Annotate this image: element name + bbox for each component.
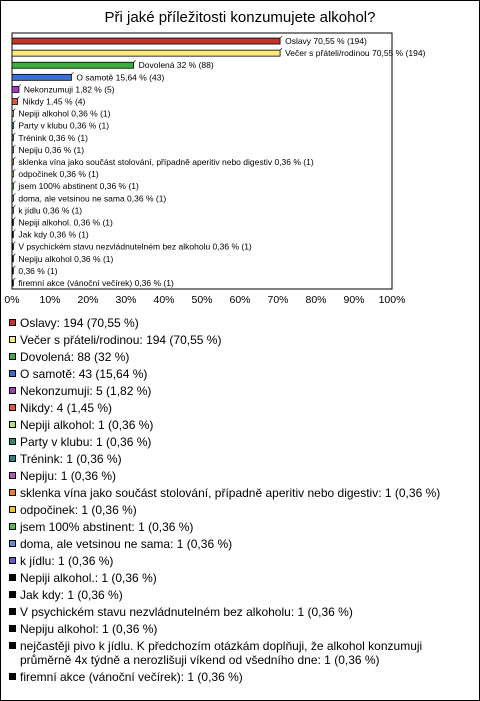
bar-label: Nepiju 0,36 % (1) [18, 144, 85, 155]
legend-item [9, 469, 473, 483]
bar [12, 195, 13, 201]
legend-item [9, 503, 473, 517]
legend-swatch [9, 540, 16, 547]
legend-item [9, 418, 473, 432]
bar-label: 0,36 % (1) [18, 265, 58, 276]
bar-edge [13, 169, 15, 171]
x-tick-label: 100% [378, 294, 406, 306]
bar-label: Nepiju alkohol 0,36 % (1) [18, 253, 114, 264]
bar [12, 135, 13, 141]
legend-item [9, 571, 473, 585]
bar-label: Party v klubu 0,36 % (1) [18, 120, 110, 131]
bar-edge [13, 121, 15, 123]
legend-label: Nekonzumuji: 5 (1,82 %) [20, 384, 152, 398]
legend-item [9, 401, 473, 415]
legend-label: Večer s přáteli/rodinou: 194 (70,55 %) [20, 333, 222, 347]
bar [12, 38, 280, 44]
bar-label: Nepiji alkohol 0,36 % (1) [18, 108, 111, 119]
bar-edge [13, 205, 15, 207]
bar-edge [134, 60, 136, 62]
legend-item [9, 316, 473, 330]
bar-edge [13, 266, 15, 268]
legend-swatch [9, 574, 16, 581]
bar-edge [13, 217, 15, 219]
bar-edge [280, 48, 282, 50]
bar-edge [18, 97, 20, 99]
legend-label: Nepiji alkohol: 1 (0,36 %) [20, 418, 154, 432]
legend-label: jsem 100% abstinent: 1 (0,36 %) [20, 520, 194, 534]
legend-label: nejčastěji pivo k jídlu. K předchozím otázkám doplňuji, že alkohol konzumuji průměrně 4x týdně a nerozlišuji víkend od všedního dne: 1 (0,36 %) [20, 639, 423, 667]
legend-item [9, 452, 473, 466]
legend-swatch [9, 370, 16, 377]
legend-label: doma, ale vetsinou ne sama: 1 (0,36 %) [20, 537, 233, 551]
bar-label: odpočinek 0,36 % (1) [18, 169, 99, 180]
bar [12, 50, 280, 56]
legend-label: sklenka vína jako součást stolování, případně aperitiv nebo digestiv: 1 (0,36 %) [20, 486, 441, 500]
bar-label: sklenka vína jako součást stolování, případně aperitiv nebo digestiv 0,36 % (1) [18, 157, 314, 167]
legend-item [9, 435, 473, 449]
x-tick-label: 50% [191, 294, 213, 306]
legend-swatch [9, 455, 16, 462]
bar-label: doma, ale vetsinou ne sama 0,36 % (1) [18, 193, 167, 204]
bar-edge [280, 36, 282, 38]
bar [12, 159, 13, 165]
x-tick-label: 90% [343, 294, 365, 306]
bar [12, 219, 13, 225]
legend-item [9, 554, 473, 568]
legend-swatch [9, 642, 16, 649]
legend-label: Nepiji alkohol.: 1 (0,36 %) [20, 571, 157, 585]
bar-label: Oslavy 70,55 % (194) [285, 36, 367, 47]
bar [12, 256, 13, 262]
bar [12, 74, 71, 80]
bar [12, 99, 18, 105]
legend-swatch [9, 438, 16, 445]
x-tick-label: 30% [115, 294, 137, 306]
legend-item [9, 384, 473, 398]
legend [9, 316, 473, 687]
legend-label: Nepiju: 1 (0,36 %) [20, 469, 117, 483]
legend-swatch [9, 353, 16, 360]
bar-chart [1, 1, 479, 311]
legend-label: V psychickém stavu nezvládnutelném bez alkoholu: 1 (0,36 %) [20, 605, 353, 619]
bar-label: Trénink 0,36 % (1) [18, 132, 88, 143]
legend-swatch [9, 608, 16, 615]
bar [12, 147, 13, 153]
bar [12, 207, 13, 213]
bar [12, 171, 13, 177]
legend-item [9, 520, 473, 534]
x-tick-label: 80% [305, 294, 327, 306]
legend-swatch [9, 472, 16, 479]
bar-label: Nikdy 1,45 % (4) [22, 96, 86, 107]
legend-label: Jak kdy: 1 (0,36 %) [20, 588, 123, 602]
bar-label: firemní akce (vánoční večírek) 0,36 % (1) [18, 277, 174, 288]
bar [12, 62, 134, 68]
legend-label: k jídlu: 1 (0,36 %) [20, 554, 114, 568]
legend-label: Dovolená: 88 (32 %) [20, 350, 130, 364]
bar-edge [13, 242, 15, 244]
bar-label: Nekonzumuji 1,82 % (5) [23, 84, 115, 95]
bar [12, 244, 13, 250]
bar-edge [13, 181, 15, 183]
legend-swatch [9, 591, 16, 598]
legend-item [9, 622, 473, 636]
legend-label: Party v klubu: 1 (0,36 %) [20, 435, 152, 449]
bar-label: Dovolená 32 % (88) [138, 60, 214, 71]
legend-swatch [9, 404, 16, 411]
legend-label: Nepiju alkohol: 1 (0,36 %) [20, 622, 158, 636]
bar [12, 268, 13, 274]
bar-label: k jídlu 0,36 % (1) [18, 205, 83, 216]
legend-swatch [9, 523, 16, 530]
legend-swatch [9, 421, 16, 428]
bar-edge [19, 84, 21, 86]
legend-swatch [9, 625, 16, 632]
bar-label: Večer s přáteli/rodinou 70,55 % (194) [285, 48, 426, 59]
bar [12, 86, 19, 92]
legend-label: firemní akce (vánoční večírek): 1 (0,36 %) [20, 670, 243, 684]
bar [12, 232, 13, 238]
bar-label: Jak kdy 0,36 % (1) [18, 229, 89, 240]
bar-label: O samotě 15,64 % (43) [76, 72, 165, 83]
bar-label: V psychickém stavu nezvládnutelném bez alkoholu 0,36 % (1) [18, 241, 252, 252]
bar-edge [13, 109, 15, 111]
bar-edge [13, 133, 15, 135]
x-tick-label: 10% [39, 294, 61, 306]
legend-item [9, 639, 473, 667]
legend-label: Oslavy: 194 (70,55 %) [20, 316, 139, 330]
legend-item [9, 333, 473, 347]
legend-label: odpočinek: 1 (0,36 %) [20, 503, 137, 517]
bar-edge [13, 278, 15, 280]
legend-item [9, 367, 473, 381]
x-tick-label: 20% [77, 294, 99, 306]
legend-swatch [9, 319, 16, 326]
bar-edge [13, 254, 15, 256]
legend-item [9, 605, 473, 619]
x-tick-label: 70% [267, 294, 289, 306]
legend-item [9, 588, 473, 602]
x-tick-label: 0% [4, 294, 20, 306]
legend-label: Nikdy: 4 (1,45 %) [20, 401, 113, 415]
legend-item [9, 486, 473, 500]
legend-swatch [9, 489, 16, 496]
bar-edge [13, 145, 15, 147]
bar-edge [13, 230, 15, 232]
legend-swatch [9, 336, 16, 343]
legend-item [9, 350, 473, 364]
bar-edge [13, 193, 15, 195]
bar [12, 183, 13, 189]
legend-swatch [9, 387, 16, 394]
bar-edge [71, 72, 73, 74]
bar [12, 123, 13, 129]
chart-title: Při jaké příležitosti konzumujete alkohol? [104, 9, 376, 26]
legend-item [9, 537, 473, 551]
x-tick-label: 60% [229, 294, 251, 306]
bar-label: jsem 100% abstinent 0,36 % (1) [18, 181, 139, 192]
legend-label: O samotě: 43 (15,64 %) [20, 367, 148, 381]
legend-item [9, 670, 473, 684]
legend-swatch [9, 506, 16, 513]
bar [12, 111, 13, 117]
x-tick-label: 40% [153, 294, 175, 306]
legend-swatch [9, 557, 16, 564]
bar [12, 280, 13, 286]
legend-label: Trénink: 1 (0,36 %) [20, 452, 122, 466]
legend-swatch [9, 673, 16, 680]
bar-edge [13, 157, 15, 159]
bar-label: Nepiji alkohol. 0,36 % (1) [18, 217, 113, 228]
